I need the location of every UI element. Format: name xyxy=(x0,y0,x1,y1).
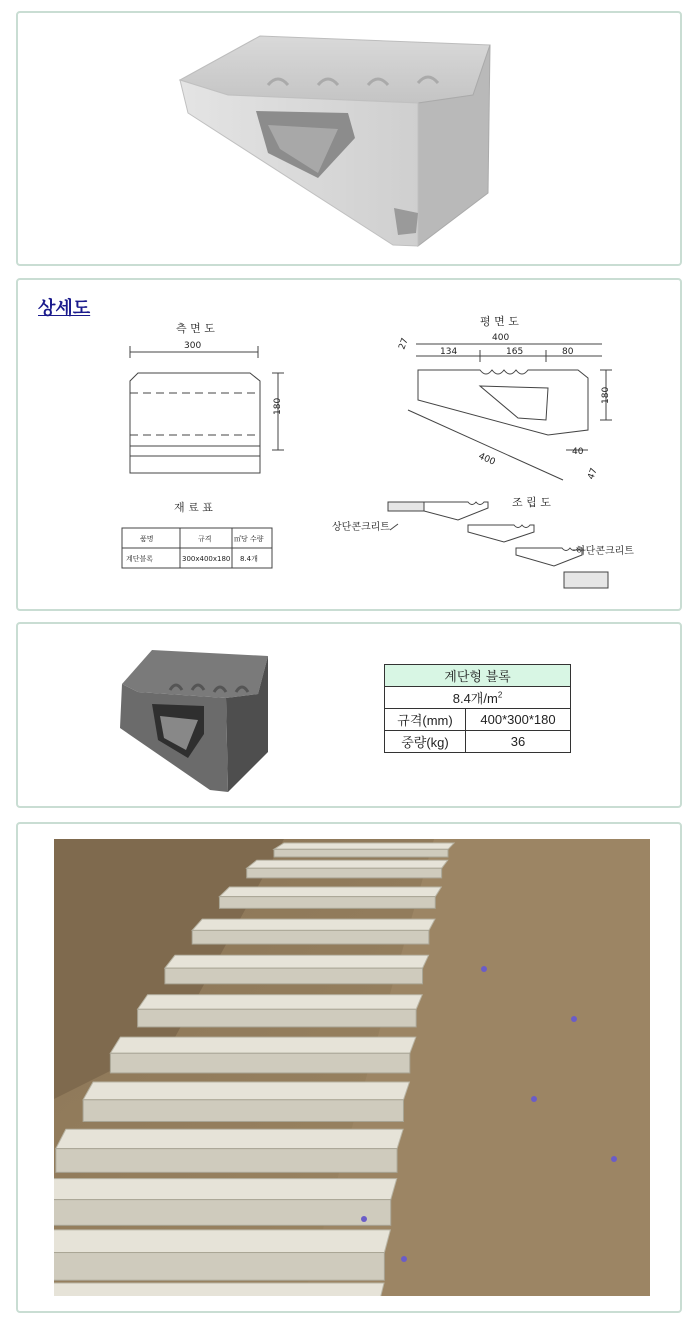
stair-step-front xyxy=(219,897,435,909)
stair-step-top xyxy=(83,1082,409,1100)
spec-size-label: 규격(mm) xyxy=(385,709,466,731)
plan-top-dim: 400 xyxy=(492,333,510,343)
detail-drawing xyxy=(18,280,680,609)
stair-step-top xyxy=(56,1129,403,1148)
spec-qty-sup: 2 xyxy=(497,690,503,700)
stair-step-front xyxy=(56,1149,397,1173)
stair-step-top xyxy=(192,919,435,930)
side-width-dim: 300 xyxy=(184,341,202,351)
spec-table-title: 계단형 블록 xyxy=(385,665,571,687)
material-header-spec: 규격 xyxy=(198,535,212,543)
stair-step-top xyxy=(54,1283,384,1296)
plan-seg3-dim: 80 xyxy=(562,347,574,357)
concrete-block-image xyxy=(18,13,680,264)
spec-table xyxy=(384,664,571,753)
material-cell-qty: 8.4개 xyxy=(240,555,258,563)
stair-step-top xyxy=(274,843,454,849)
material-header-qty: ㎡당 수량 xyxy=(234,535,264,543)
plan-seg2-dim: 165 xyxy=(506,347,524,357)
material-cell-spec: 300x400x180 xyxy=(182,555,231,563)
stair-step-front xyxy=(247,868,442,878)
stair-step-front xyxy=(54,1253,384,1281)
installed-stairs-photo xyxy=(54,839,650,1296)
stair-step-front xyxy=(274,849,448,857)
plan-seg1-dim: 134 xyxy=(440,347,458,357)
stair-step-top xyxy=(138,995,423,1009)
stair-step-front xyxy=(138,1009,417,1027)
small-block-image xyxy=(118,642,278,792)
plan-left-dim: 27 xyxy=(397,336,411,352)
plan-corner-dim: 47 xyxy=(586,466,600,482)
block-photo-panel xyxy=(16,11,682,266)
spec-panel xyxy=(16,622,682,808)
plan-slope-dim: 400 xyxy=(476,451,497,468)
spec-qty-cell xyxy=(385,687,571,709)
plan-view-label: 평 면 도 xyxy=(480,315,519,328)
stair-step-top xyxy=(219,887,441,897)
spec-qty-value: 8.4개/m xyxy=(452,691,498,706)
spec-weight-label: 중량(kg) xyxy=(385,731,466,753)
assembly-label: 조 립 도 xyxy=(512,496,551,509)
assembly-lower-label: 하단콘크리트 xyxy=(576,546,634,557)
material-cell-name: 계단블록 xyxy=(126,555,154,563)
stair-step-front xyxy=(165,968,423,984)
spec-weight-value: 36 xyxy=(466,731,571,753)
side-view-label: 측 면 도 xyxy=(176,322,215,335)
detail-drawing-panel xyxy=(16,278,682,611)
stair-step-front xyxy=(54,1200,391,1226)
stair-step-top xyxy=(54,1230,390,1253)
stair-step-top xyxy=(165,955,429,968)
detail-title-link[interactable]: 상세도 xyxy=(38,298,91,319)
stair-step-front xyxy=(83,1100,403,1122)
stair-step-top xyxy=(110,1037,415,1053)
plan-small-dim: 40 xyxy=(572,447,584,457)
assembly-upper-label: 상단콘크리트 xyxy=(332,522,390,533)
material-table-label: 재 료 표 xyxy=(174,501,213,514)
stair-step-front xyxy=(192,930,429,944)
side-height-dim: 180 xyxy=(273,397,283,415)
installation-photo-panel xyxy=(16,822,682,1313)
stair-step-top xyxy=(247,860,448,868)
spec-size-value: 400*300*180 xyxy=(466,709,571,731)
material-header-name: 품명 xyxy=(140,535,154,543)
stair-step-front xyxy=(110,1053,409,1073)
stair-step-top xyxy=(54,1179,397,1200)
plan-right-dim: 180 xyxy=(601,386,611,404)
